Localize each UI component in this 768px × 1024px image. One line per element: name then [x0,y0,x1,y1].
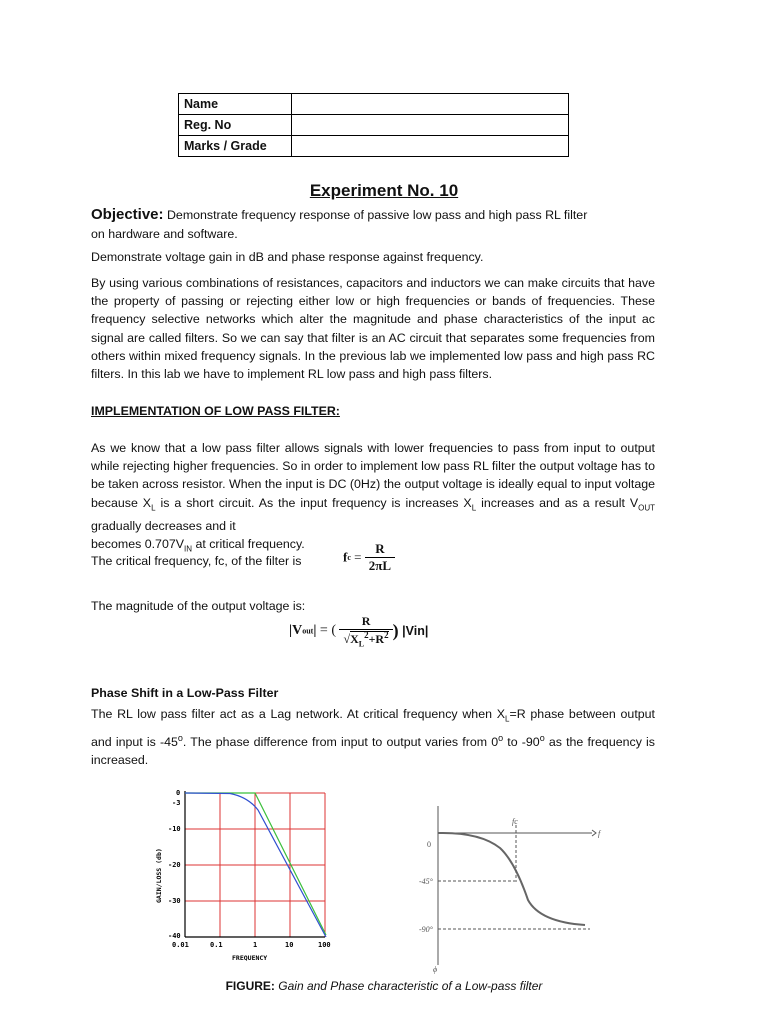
fc-lhs-sub: c [347,553,351,562]
critical-frequency-text: The critical frequency, fc, of the filter is [91,554,302,568]
sqrt-sign: √ [343,632,351,646]
degree-sup: o [177,732,183,743]
degree-sup: o [498,732,504,743]
vout-formula [289,614,428,648]
x-axis-label: FREQUENCY [232,954,268,962]
y-tick: 0 [176,789,181,797]
magnitude-text: The magnitude of the output voltage is: [91,599,306,613]
page-title: Experiment No. 10 [309,181,459,200]
phase-text-4: to -90 [503,734,540,749]
reg-no-value[interactable] [292,115,569,136]
voltage-gain-paragraph: Demonstrate voltage gain in dB and phase response against frequency. [91,250,484,264]
den-xl-sub: L [358,639,365,649]
phi-label: ϕ [433,965,438,974]
y-tick: -3 [172,799,181,807]
den-r-sup: 2 [384,630,389,640]
table-row [179,115,569,136]
vout-eq: = ( [316,623,336,639]
f-label: f [598,829,601,838]
lpf-text-1: As we know that a low pass filter allows signals with lower frequencies to pass from input to output while rejecting higher frequencies. So in order to implement low pass RL filter the output voltage has to be taken across resistor. When the input is DC (0Hz) the output voltage is ideally equal to input voltage because X [91,441,655,510]
y-tick: -20 [168,861,181,869]
vout-numerator: R [339,614,392,630]
vin-label: |Vin| [402,624,429,639]
y-tick: -40 [168,932,181,940]
caption-text: Gain and Phase characteristic of a Low-pass filter [274,979,543,993]
den-xl: X [350,632,359,646]
x-tick: 10 [285,941,294,949]
lpf-text-4: gradually decreases and it [91,519,236,534]
lpf-text-5: becomes 0.707V [91,537,184,552]
phase-y-label: -45° [419,877,433,886]
den-plus: +R [368,632,385,646]
fc-formula [343,541,395,574]
fc-fraction [365,541,395,574]
y-axis-label: GAIN/LOSS (db) [155,848,163,903]
marks-label: Marks / Grade [179,136,292,157]
vout-denominator [339,630,392,648]
fc-denominator: 2πL [368,558,392,573]
phase-y-label: 0 [427,840,431,849]
vout-lhs-end: | [313,623,317,639]
caption-label: FIGURE: [225,979,275,993]
x-tick: 100 [318,941,331,949]
objective-text-2: on hardware and software. [91,227,238,241]
y-tick: -30 [168,897,181,905]
name-label: Name [179,94,292,115]
vout-lhs: |V [289,623,303,639]
sub-l: L [151,503,156,513]
objective-paragraph [91,205,655,244]
vout-close: ) [392,620,399,641]
lpf-text-6: at critical frequency. [192,537,305,552]
lpf-text-3: increases and as a result V [476,495,639,510]
table-row [179,136,569,157]
phase-text-5: as the frequency is increased. [91,734,655,767]
fc-lhs: f [343,549,348,565]
sub-out: OUT [638,503,655,513]
phase-curve [438,833,585,925]
vout-lhs-sub: out [302,626,314,636]
phase-text-2: =R phase between output and input is -45 [91,707,655,749]
fc-eq: = [350,549,362,565]
objective-label: Objective: [91,206,164,223]
phase-chart [410,800,610,975]
x-tick: 0.1 [210,941,223,949]
student-info-table [178,93,569,157]
degree-sup: o [539,732,545,743]
figure-caption [0,979,768,993]
x-tick: 1 [253,941,258,949]
gain-loss-chart [150,785,345,965]
fc-label: fc [512,817,518,826]
lpf-heading: IMPLEMENTATION OF LOW PASS FILTER: [91,404,340,418]
phase-text-1: The RL low pass filter act as a Lag network. At critical frequency when X [91,707,506,721]
x-tick: 0.01 [172,941,189,949]
phase-y-label: -90° [419,925,433,934]
table-row [179,94,569,115]
phase-heading: Phase Shift in a Low-Pass Filter [91,686,279,700]
lpf-text-2: is a short circuit. As the input frequency is increases X [155,495,472,510]
reg-no-label: Reg. No [179,115,292,136]
sub-l: L [505,714,510,724]
sub-l: L [471,503,477,513]
marks-value[interactable] [292,136,569,157]
intro-paragraph: By using various combinations of resistances, capacitors and inductors we can make circuits that have the property of passing or rejecting either low or high frequencies or bands of frequencies. These frequency selective networks which alter the magnitude and phase characteristics of the input ac signal are called filters. So we can say that filter is an AC circuit that separates some frequencies from others within mixed frequency signals. In the previous lab we implemented low pass and high pass RC filters. In this lab we have to implement RL low pass and high pass filters. [91,276,655,382]
phase-paragraph [91,705,655,769]
y-tick: -10 [168,825,181,833]
den-xl-sup: 2 [364,630,369,640]
objective-text-1: Demonstrate frequency response of passive low pass and high pass RL filter [163,208,588,222]
vout-fraction [339,614,392,648]
fc-numerator: R [365,541,395,558]
phase-text-3: . The phase difference from input to output varies from 0 [182,734,499,749]
name-value[interactable] [292,94,569,115]
sqrt-content [350,630,389,649]
sub-in: IN [184,544,192,554]
